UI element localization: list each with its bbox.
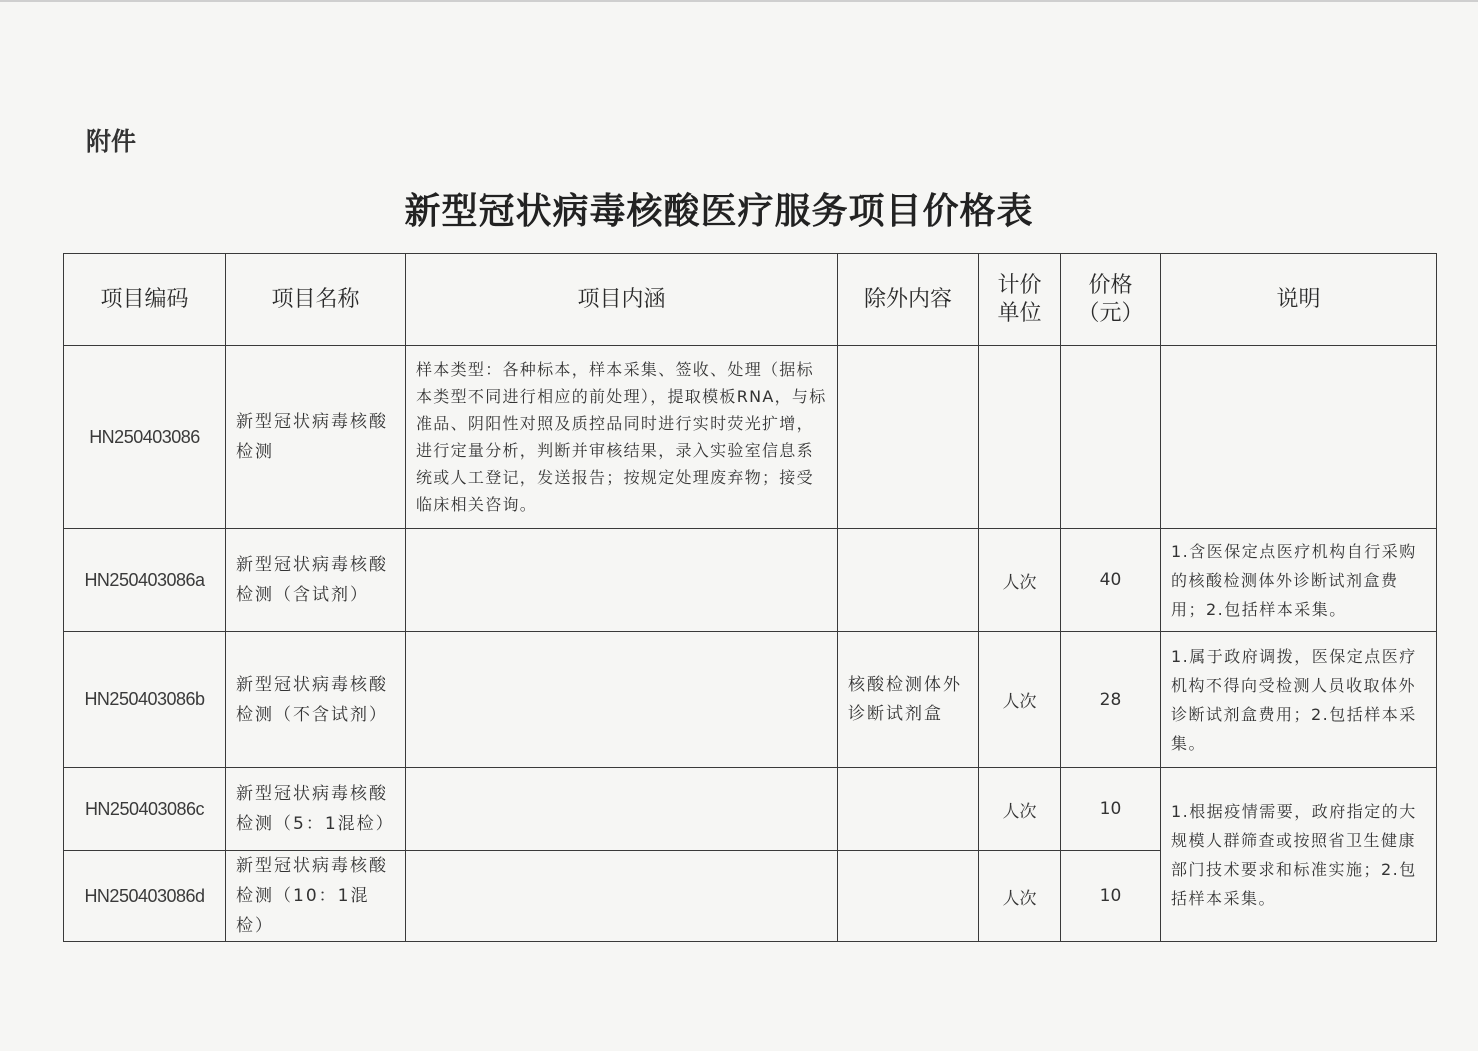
row-excluded: [838, 851, 979, 942]
row-content: [406, 768, 838, 851]
row-name: 新型冠状病毒核酸检测（10：1混检）: [226, 851, 406, 942]
row-code: HN250403086b: [64, 632, 226, 768]
row-name: 新型冠状病毒核酸检测（含试剂）: [226, 529, 406, 632]
row-code: HN250403086d: [64, 851, 226, 942]
row-content: [406, 529, 838, 632]
header-code: 项目编码: [64, 254, 226, 346]
row-name: 新型冠状病毒核酸检测（不含试剂）: [226, 632, 406, 768]
row-excluded: [838, 529, 979, 632]
header-price-line1: 价格: [1088, 272, 1133, 298]
row-excluded: 核酸检测体外诊断试剂盒: [838, 632, 979, 768]
header-unit-line1: 计价: [997, 272, 1042, 298]
document-title: 新型冠状病毒核酸医疗服务项目价格表: [404, 190, 1034, 232]
row-excluded: [838, 346, 979, 529]
header-note: 说明: [1161, 254, 1437, 346]
row-name: 新型冠状病毒核酸检测: [226, 346, 406, 529]
page-top-edge: [0, 0, 1478, 2]
row-excluded: [838, 768, 979, 851]
row-content: 样本类型：各种标本，样本采集、签收、处理（据标本类型不同进行相应的前处理），提取模板RNA，与标准品、阴阳性对照及质控品同时进行实时荧光扩增，进行定量分析，判断并审核结果，录入实验室信息系统或人工登记，发送报告；按规定处理废弃物；接受临床相关咨询。: [406, 346, 838, 529]
header-excluded: 除外内容: [838, 254, 979, 346]
row-code: HN250403086: [64, 346, 226, 529]
price-table: [63, 253, 1437, 942]
row-code: HN250403086c: [64, 768, 226, 851]
row-price: 28: [1061, 632, 1161, 768]
row-price: 10: [1061, 768, 1161, 851]
row-price: 10: [1061, 851, 1161, 942]
table-row: [64, 529, 1437, 632]
row-price: [1061, 346, 1161, 529]
row-unit: 人次: [979, 768, 1061, 851]
header-content: 项目内涵: [406, 254, 838, 346]
row-unit: 人次: [979, 632, 1061, 768]
attachment-label: 附件: [86, 127, 137, 156]
row-content: [406, 851, 838, 942]
row-name: 新型冠状病毒核酸检测（5：1混检）: [226, 768, 406, 851]
row-unit: 人次: [979, 851, 1061, 942]
row-note-merged: 1.根据疫情需要，政府指定的大规模人群筛查或按照省卫生健康部门技术要求和标准实施；2.包括样本采集。: [1161, 768, 1437, 942]
row-unit: [979, 346, 1061, 529]
header-name: 项目名称: [226, 254, 406, 346]
header-price: [1061, 254, 1161, 346]
table-row: [64, 632, 1437, 768]
row-unit: 人次: [979, 529, 1061, 632]
header-unit: [979, 254, 1061, 346]
row-note: [1161, 346, 1437, 529]
row-note: 1.属于政府调拨，医保定点医疗机构不得向受检测人员收取体外诊断试剂盒费用；2.包括样本采集。: [1161, 632, 1437, 768]
row-content: [406, 632, 838, 768]
header-unit-line2: 单位: [997, 300, 1042, 326]
header-row: [64, 254, 1437, 346]
table-row: [64, 768, 1437, 851]
table-row: [64, 346, 1437, 529]
row-price: 40: [1061, 529, 1161, 632]
header-price-line2: （元）: [1077, 300, 1144, 326]
row-code: HN250403086a: [64, 529, 226, 632]
row-note: 1.含医保定点医疗机构自行采购的核酸检测体外诊断试剂盒费用；2.包括样本采集。: [1161, 529, 1437, 632]
